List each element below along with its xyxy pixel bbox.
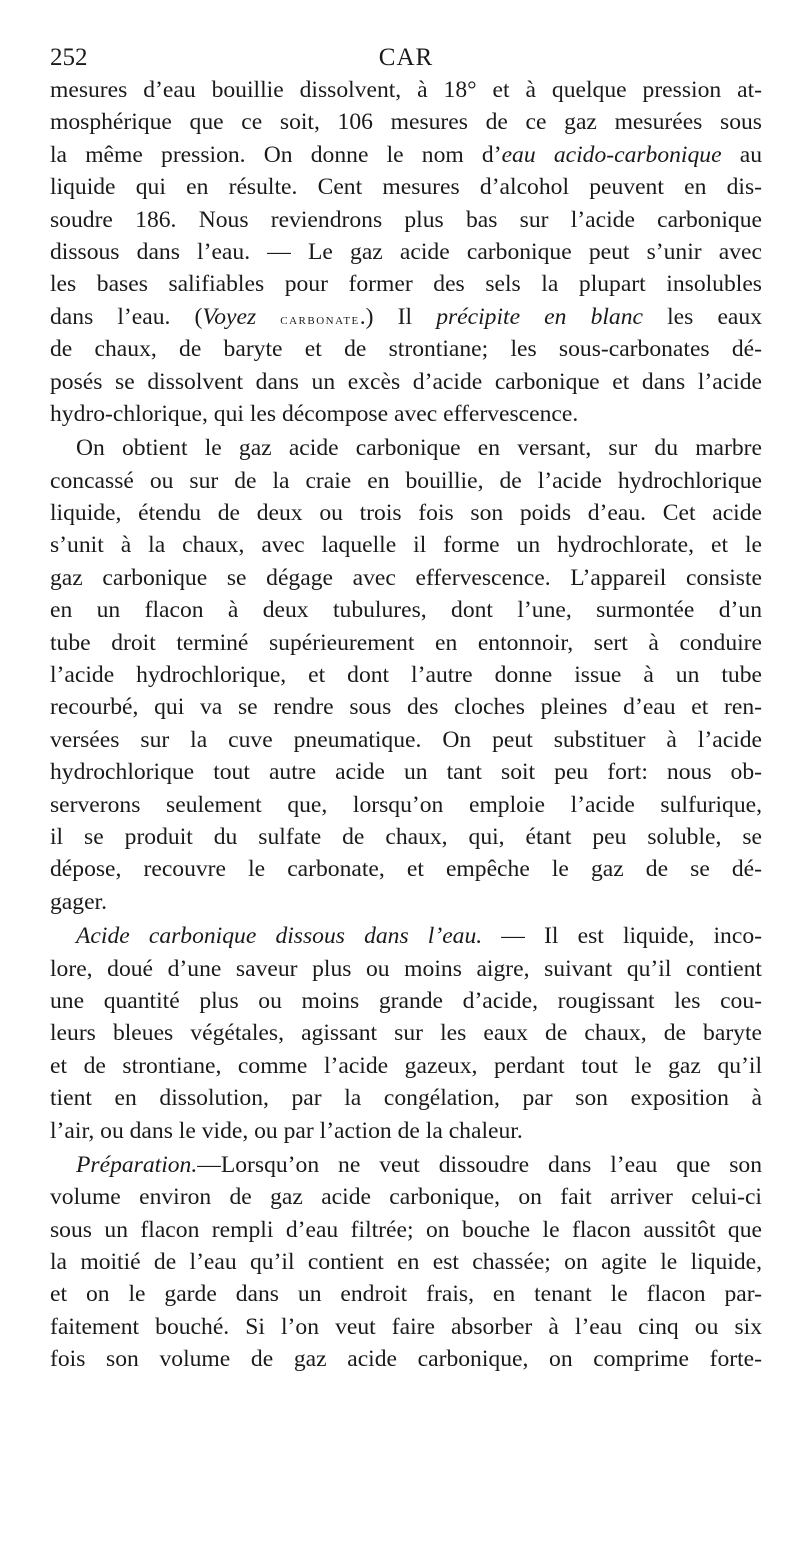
line-text: —Lorsqu’on ne veut dissoudre dans l’eau que son xyxy=(197,1151,762,1178)
line-text: tube droit terminé supérieurement en entonnoir, sert à conduire xyxy=(50,629,762,656)
text-line xyxy=(50,1082,762,1114)
text-line xyxy=(50,74,762,106)
line-text: hydrochlorique tout autre acide un tant soit peu fort: nous ob- xyxy=(50,759,762,786)
text-line xyxy=(50,171,762,203)
line-text: liquide, étendu de deux ou trois fois son poids d’eau. Cet acide xyxy=(50,500,762,527)
line-text: leurs bleues végétales, agissant sur les eaux de chaux, de baryte xyxy=(50,1020,762,1047)
line-text: gaz carbonique se dégage avec effervescence. L’appareil consiste xyxy=(50,564,762,591)
text-line xyxy=(50,821,762,853)
line-text: gager. xyxy=(50,888,107,915)
page-header xyxy=(50,40,762,76)
text-line xyxy=(50,1246,762,1278)
text-line xyxy=(50,1181,762,1213)
line-text: dépose, recouvre le carbonate, et empêche le gaz de se dé- xyxy=(50,856,762,883)
text-line xyxy=(50,886,762,918)
line-text: au xyxy=(721,141,763,168)
line-text: dissous dans l’eau. — Le gaz acide carbonique peut s’unir avec xyxy=(50,238,762,265)
line-text: fois son volume de gaz acide carbonique, on comprime forte- xyxy=(50,1346,762,1373)
line-text: soudre 186. Nous reviendrons plus bas sur l’acide carbonique xyxy=(50,206,762,233)
line-text: de chaux, de baryte et de strontiane; les sous-carbonates dé- xyxy=(50,336,762,363)
small-caps-text: carbonate xyxy=(280,310,360,328)
line-text: s’unit à la chaux, avec laquelle il forme un hydrochlorate, et le xyxy=(50,532,762,559)
text-line xyxy=(50,953,762,985)
line-text: mosphérique que ce soit, 106 mesures de ce gaz mesurées sous xyxy=(50,109,762,136)
text-line xyxy=(50,724,762,756)
italic-text: précipite en blanc xyxy=(436,303,643,330)
line-text: concassé ou sur de la craie en bouillie, de l’acide hydrochlorique xyxy=(50,467,762,494)
line-text: en un flacon à deux tubulures, dont l’une, surmontée d’un xyxy=(50,597,762,624)
text-line xyxy=(50,333,762,365)
text-line xyxy=(50,432,762,464)
body-text xyxy=(50,74,762,1376)
text-line xyxy=(50,204,762,236)
italic-text: Voyez xyxy=(202,303,257,330)
line-text: hydro-chlorique, qui les décompose avec effervescence. xyxy=(50,400,579,427)
text-line xyxy=(50,301,762,333)
page-number: 252 xyxy=(50,44,88,71)
italic-text: Acide carbonique dissous dans l’eau. xyxy=(76,923,483,950)
line-text: la moitié de l’eau qu’il contient en est chassée; on agite le liquide, xyxy=(50,1249,762,1276)
line-text: la même pression. On donne le nom d’ xyxy=(50,141,502,168)
text-line xyxy=(50,497,762,529)
text-line xyxy=(50,366,762,398)
text-line xyxy=(50,659,762,691)
text-line xyxy=(50,236,762,268)
line-text: recourbé, qui va se rendre sous des cloches pleines d’eau et ren- xyxy=(50,694,762,721)
line-text: mesures d’eau bouillie dissolvent, à 18° et à quelque pression at- xyxy=(50,77,762,103)
text-line xyxy=(50,1343,762,1375)
italic-text: Préparation. xyxy=(76,1151,198,1178)
line-text: liquide qui en résulte. Cent mesures d’alcohol peuvent en dis- xyxy=(50,174,762,201)
line-text: lore, doué d’une saveur plus ou moins aigre, suivant qu’il contient xyxy=(50,955,762,982)
line-text: sous un flacon rempli d’eau filtrée; on bouche le flacon aussitôt que xyxy=(50,1216,762,1243)
line-text: .) Il xyxy=(359,303,437,330)
line-text: et de strontiane, comme l’acide gazeux, perdant tout le gaz qu’il xyxy=(50,1052,762,1079)
line-text: tient en dissolution, par la congélation, par son exposition à xyxy=(50,1085,762,1112)
text-line xyxy=(50,529,762,561)
line-text: serverons seulement que, lorsqu’on emploie l’acide sulfurique, xyxy=(50,791,762,818)
line-text: — Il est liquide, inco- xyxy=(482,923,762,950)
line-text: posés se dissolvent dans un excès d’acide carbonique et dans l’acide xyxy=(50,368,762,395)
line-text: les bases salifiables pour former des sels la plupart insolubles xyxy=(50,271,762,298)
text-line xyxy=(50,268,762,300)
line-text: une quantité plus ou moins grande d’acide, rougissant les cou- xyxy=(50,987,762,1014)
line-text: On obtient le gaz acide carbonique en versant, sur du marbre xyxy=(76,435,762,462)
text-line xyxy=(50,562,762,594)
text-line xyxy=(50,1115,762,1147)
text-line xyxy=(50,1214,762,1246)
text-line xyxy=(50,985,762,1017)
text-line xyxy=(50,920,762,952)
text-line xyxy=(50,1050,762,1082)
text-line xyxy=(50,398,762,430)
text-line xyxy=(50,139,762,171)
line-text: faitement bouché. Si l’on veut faire absorber à l’eau cinq ou six xyxy=(50,1313,762,1340)
text-line xyxy=(50,106,762,138)
line-text: et on le garde dans un endroit frais, en tenant le flacon par- xyxy=(50,1281,762,1308)
line-text: dans l’eau. ( xyxy=(50,303,203,330)
text-line xyxy=(50,789,762,821)
text-line xyxy=(50,756,762,788)
line-text: versées sur la cuve pneumatique. On peut substituer à l’acide xyxy=(50,726,762,753)
text-line xyxy=(50,853,762,885)
text-line xyxy=(50,1017,762,1049)
text-line xyxy=(50,1278,762,1310)
line-text: il se produit du sulfate de chaux, qui, étant peu soluble, se xyxy=(50,823,762,850)
text-line xyxy=(50,627,762,659)
text-line xyxy=(50,1149,762,1181)
running-head: CAR xyxy=(378,44,434,71)
italic-text: eau acido-carbonique xyxy=(501,141,722,168)
text-line xyxy=(50,465,762,497)
line-text: l’air, ou dans le vide, ou par l’action de la chaleur. xyxy=(50,1117,523,1144)
text-line xyxy=(50,691,762,723)
line-text: volume environ de gaz acide carbonique, on fait arriver celui-ci xyxy=(50,1184,762,1211)
text-line xyxy=(50,1311,762,1343)
line-text: l’acide hydrochlorique, et dont l’autre donne issue à un tube xyxy=(50,662,762,689)
line-text: les eaux xyxy=(643,303,762,330)
text-line xyxy=(50,594,762,626)
